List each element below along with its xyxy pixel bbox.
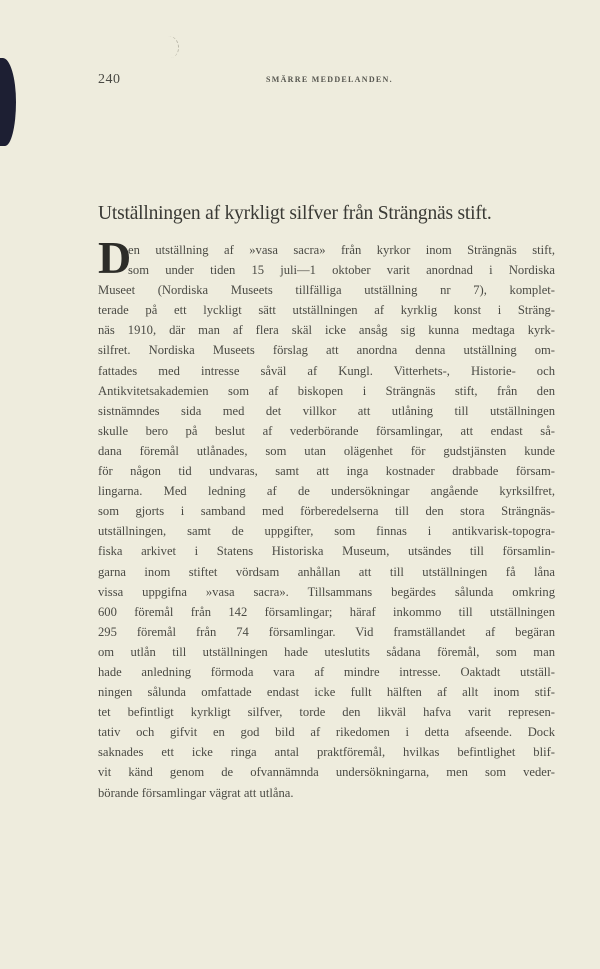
page-number: 240 xyxy=(98,72,121,87)
body-line: utställningen, samt de uppgifter, som finnas i antikvarisk-topogra- xyxy=(98,524,555,539)
body-line: terade på ett lyckligt sätt utställningen af kyrklig konst i Sträng- xyxy=(98,303,555,318)
pencil-mark xyxy=(159,35,181,59)
article-title: Utställningen af kyrkligt silfver från Strängnäs stift. xyxy=(98,203,492,224)
article-body xyxy=(98,232,555,803)
body-line: silfret. Nordiska Museets förslag att anordna denna utställning om- xyxy=(98,343,555,358)
body-line: fiska arkivet i Statens Historiska Museum, utsändes till församlin- xyxy=(98,544,555,559)
body-line: vissa uppgifna »vasa sacra». Tillsammans begärdes sålunda omkring xyxy=(98,584,555,599)
scan-edge-shadow xyxy=(0,58,16,146)
body-line: saknades ett icke ringa antal praktföremål, hvilkas befintlighet blif- xyxy=(98,745,555,760)
body-line: tet befintligt kyrkligt silfver, torde den likväl hafva varit represen- xyxy=(98,705,555,720)
body-line: börande församlingar vägrat att utlåna. xyxy=(98,785,294,800)
body-line: 295 föremål från 74 församlingar. Vid framställandet af begäran xyxy=(98,624,555,639)
body-line: dana föremål utlånades, som utan olägenhet för gudstjänsten kunde xyxy=(98,443,555,458)
body-line: sistnämndes sida med det villkor att utlåning till utställningen xyxy=(98,403,555,418)
body-line: som under tiden 15 juli—1 oktober varit anordnad i Nordiska xyxy=(128,263,555,278)
body-line: skulle bero på beslut af vederbörande församlingar, att endast så- xyxy=(98,423,555,438)
section-heading: SMÄRRE MEDDELANDEN. xyxy=(266,75,393,84)
body-line: Antikvitetsakademien som af biskopen i Strängnäs stift, från den xyxy=(98,383,555,398)
body-line: en utställning af »vasa sacra» från kyrkor inom Strängnäs stift, xyxy=(128,243,555,257)
body-line: fattades med intresse såväl af Kungl. Vitterhets-, Historie- och xyxy=(98,363,555,378)
body-line: garna inom stiftet vördsam anhållan att till utställningen få låna xyxy=(98,564,555,579)
body-line: näs 1910, där man af flera skäl icke ansåg sig kunna medtaga kyrk- xyxy=(98,323,555,338)
body-line: för någon tid undvaras, samt att inga kostnader drabbade försam- xyxy=(98,464,555,479)
body-line: tativ och gifvit en god bild af rikedomen i detta afseende. Dock xyxy=(98,725,555,740)
body-line: hade anledning förmoda vara af mindre intresse. Oaktadt utställ- xyxy=(98,664,555,679)
running-head xyxy=(98,72,538,88)
body-line: lingarna. Med ledning af de undersökningar angående kyrksilfret, xyxy=(98,484,555,499)
body-line: 600 föremål från 142 församlingar; häraf inkommo till utställningen xyxy=(98,604,555,619)
drop-cap: D xyxy=(98,232,132,283)
body-line: om utlån till utställningen hade uteslutits sådana föremål, som man xyxy=(98,644,555,659)
body-line: som gjorts i samband med förberedelserna till den stora Strängnäs- xyxy=(98,504,555,519)
body-line: vit känd genom de ofvannämnda undersökningarna, men som veder- xyxy=(98,765,555,780)
body-line: ningen sålunda omfattade endast icke fullt hälften af allt inom stif- xyxy=(98,685,555,700)
body-line: Museet (Nordiska Museets tillfälliga utställning nr 7), komplet- xyxy=(98,283,555,298)
